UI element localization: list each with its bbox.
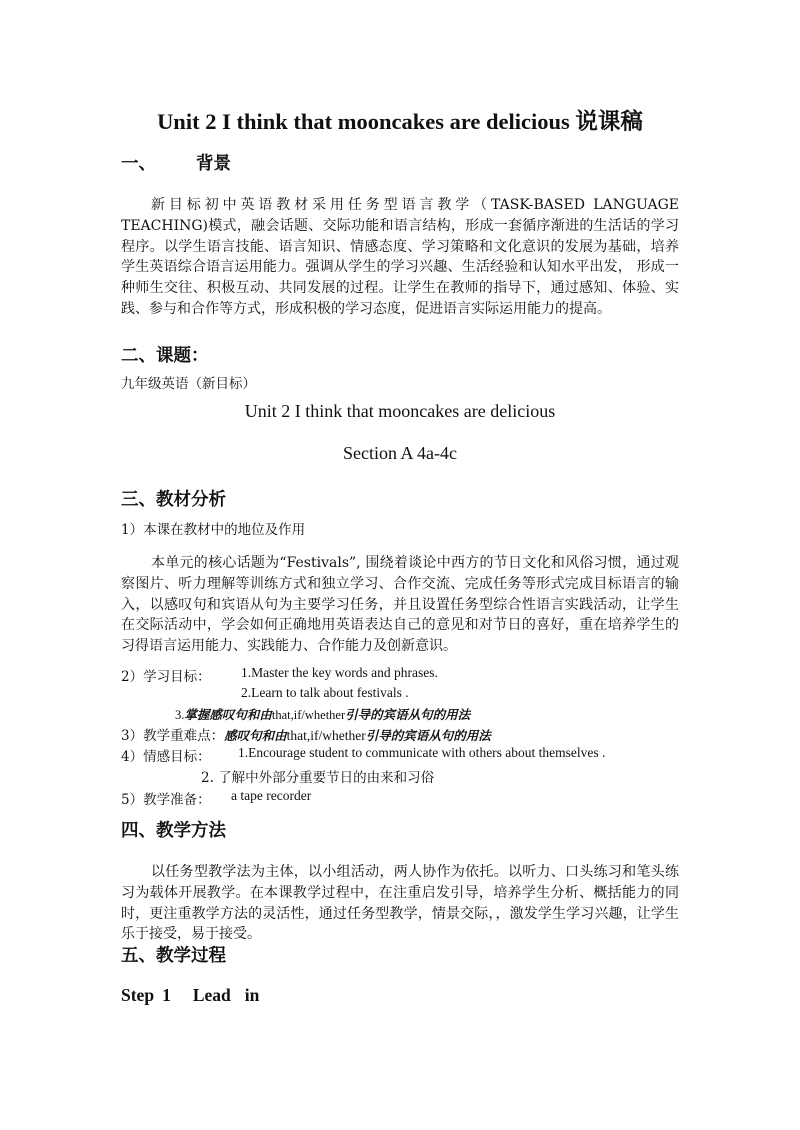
material-item-1-label: 1）本课在教材中的地位及作用 [121,522,306,538]
section-number: 一、 [121,154,156,174]
learning-goal-3: 3.掌握感叹句和由that,if/whether引导的宾语从句的用法 [175,707,471,722]
section-title: 背景 [196,154,231,174]
section-title-line: Section A 4a-4c [343,443,457,463]
document-title: Unit 2 I think that mooncakes are delicious 说课稿 [157,109,643,134]
grade-label: 九年级英语（新目标） [121,376,256,392]
section-heading-background [121,150,231,175]
section-heading-process: 五、教学过程 [121,946,226,966]
key-points-label: 3）教学重难点： [121,728,225,744]
section-heading-material: 三、教材分析 [121,490,226,510]
step-1-heading: Step 1 Lead in [121,985,260,1005]
unit-title: Unit 2 I think that mooncakes are delicious [244,401,556,421]
teaching-prep-label: 5）教学准备： [121,792,211,808]
emotion-goal-2: 2. 了解中外部分重要节日的由来和习俗 [201,770,435,786]
section-heading-topic: 二、课题： [121,346,209,366]
section-heading-method: 四、教学方法 [121,821,226,841]
learning-goal-1: 1.Master the key words and phrases. [241,665,438,680]
material-item-1-paragraph: 本单元的核心话题为“Festivals”, 围绕着谈论中西方的节日文化和风俗习惯，通过观察图片、听力理解等训练方式和独立学习、合作交流、完成任务等形式完成目标语言的输入，以感叹句和宾语从句为主要学习任务，并且设置任务型综合性语言实践活动，让学生在交际活动中，学会如何正确地用英语表达自己的意见和对节日的喜好，重在培养学生的习得语言运用能力、实践能力、合作能力及创新意识。 [121,555,679,655]
learning-goals-label: 2）学习目标： [121,669,211,685]
emotion-goals-label: 4）情感目标： [121,749,211,765]
emotion-goal-1: 1.Encourage student to communicate with others about themselves . [238,745,606,760]
background-paragraph: 新目标初中英语教材采用任务型语言教学（TASK-BASED LANGUAGE TEACHING)模式，融会话题、交际功能和语言结构，形成一套循序渐进的生活话的学习程序。以学生语言技能、语言知识、情感态度、学习策略和文化意识的发展为基础，培养学生英语综合语言运用能力。强调从学生的学习兴趣、生活经验和认知水平出发， 形成一种师生交往、积极互动、共同发展的过程。让学生在教师的指导下，通过感知、体验、实践、参与和合作等方式，形成积极的学习态度，促进语言实际运用能力的提高。 [121,197,679,317]
method-paragraph: 以任务型教学法为主体，以小组活动，两人协作为依托。以听力、口头练习和笔头练习为载体开展教学。在本课教学过程中，在注重启发引导，培养学生分析、概括能力的同时，更注重教学方法的灵活性，通过任务型教学，情景交际，，激发学生学习兴趣，让学生乐于接受，易于接受。 [121,864,679,943]
key-points-row: 3）教学重难点：感叹句和由that,if/whether引导的宾语从句的用法 [121,728,491,744]
teaching-prep-value: a tape recorder [231,788,312,803]
learning-goal-2: 2.Learn to talk about festivals . [241,685,409,700]
